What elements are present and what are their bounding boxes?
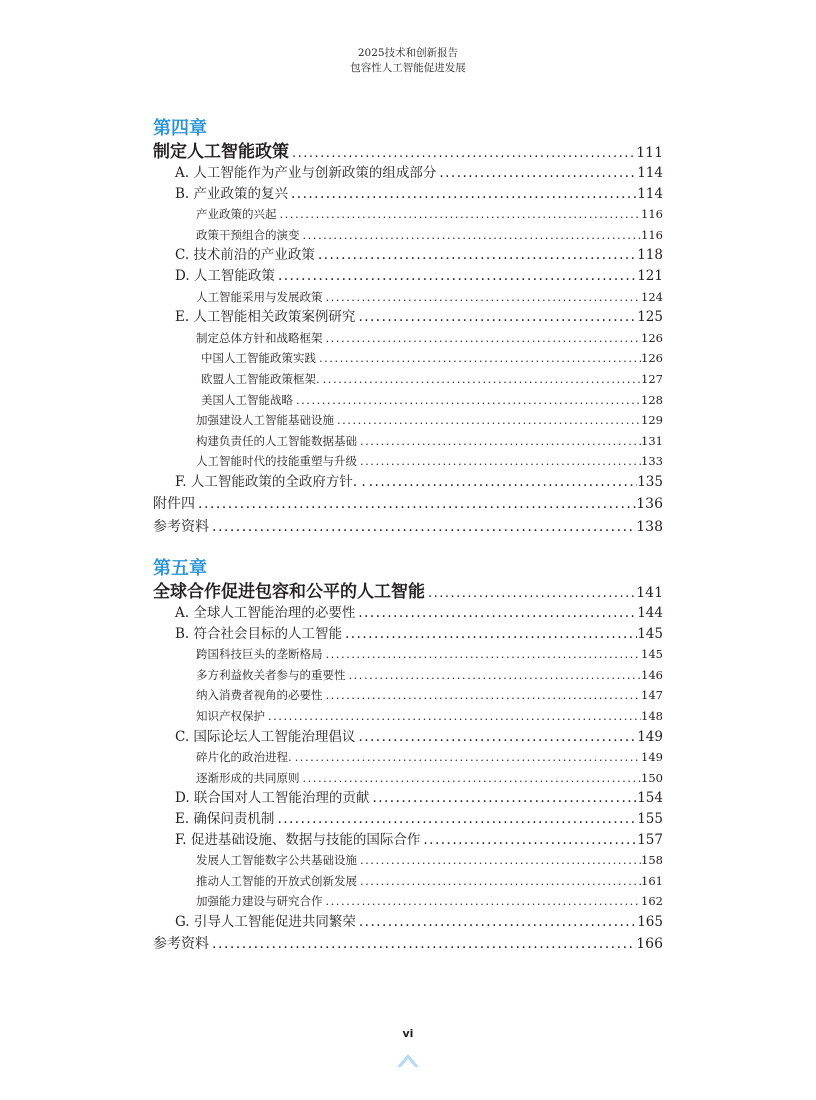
dot-leader	[275, 266, 637, 287]
toc-entry-page: 147	[641, 688, 663, 703]
toc-entry[interactable]	[153, 624, 663, 645]
toc-entry-page: 129	[641, 413, 663, 428]
toc-entry[interactable]	[153, 348, 663, 369]
dot-leader	[436, 163, 637, 184]
toc-entry[interactable]	[153, 390, 663, 411]
toc-entry[interactable]	[153, 788, 663, 809]
dot-leader	[366, 472, 637, 493]
toc-entry[interactable]	[153, 266, 663, 287]
toc-entry[interactable]	[153, 451, 663, 472]
toc-entry-page: 138	[636, 518, 663, 535]
toc-entry-list	[153, 141, 663, 539]
toc-entry-title: F. 促进基础设施、数据与技能的国际合作	[175, 831, 421, 848]
toc-entry[interactable]	[153, 184, 663, 205]
toc-entry-page: 118	[637, 247, 663, 264]
toc-entry-title: 制定人工智能政策	[153, 142, 289, 162]
toc-entry-page: 165	[637, 913, 663, 930]
dot-leader	[369, 788, 637, 809]
toc-entry-title: 欧盟人工智能政策框架.	[201, 371, 320, 386]
dot-leader	[323, 891, 642, 912]
toc-entry[interactable]	[153, 706, 663, 727]
header-report-title: 2025技术和创新报告	[357, 47, 459, 59]
dot-leader	[277, 204, 642, 225]
toc-entry[interactable]	[153, 871, 663, 892]
toc-entry-page: 144	[637, 605, 663, 621]
toc-entry-title: 加强能力建设与研究合作	[196, 894, 323, 909]
toc-entry-page: 155	[637, 810, 663, 827]
toc-entry-page: 125	[637, 309, 663, 326]
toc-entry[interactable]	[153, 603, 663, 624]
toc-entry-page: 158	[641, 853, 663, 868]
toc-entry-title: E. 人工智能相关政策案例研究	[175, 309, 356, 326]
toc-entry-page: 116	[641, 207, 663, 222]
toc-entry-title: A. 人工智能作为产业与创新政策的组成部分	[175, 165, 437, 181]
toc-entry-title: 政策干预组合的演变	[196, 227, 300, 242]
dot-leader	[357, 451, 641, 472]
toc-entry-page: 114	[637, 185, 663, 202]
toc-entry[interactable]	[153, 328, 663, 349]
dot-leader	[356, 912, 637, 933]
toc-entry-title: F. 人工智能政策的全政府方针. .	[175, 473, 366, 490]
toc-entry-title: 发展人工智能数字公共基础设施	[196, 853, 357, 868]
toc-entry[interactable]	[153, 225, 663, 246]
toc-entry-page: 161	[641, 873, 663, 888]
toc-entry[interactable]	[153, 307, 663, 328]
toc-chapter-5	[153, 557, 663, 956]
toc-entry-page: 136	[636, 495, 663, 512]
toc-entry[interactable]	[153, 891, 663, 912]
toc-entry-title: 人工智能采用与发展政策	[196, 289, 323, 304]
toc-entry[interactable]	[153, 747, 663, 768]
toc-entry-page: 133	[641, 454, 663, 469]
toc-entry[interactable]	[153, 912, 663, 933]
toc-entry-title: G. 引导人工智能促进共同繁荣	[175, 913, 356, 930]
toc-entry-title: 加强建设人工智能基础设施	[196, 413, 334, 428]
toc-entry-title: D. 人工智能政策	[175, 267, 275, 284]
toc-entry-title: D. 联合国对人工智能治理的贡献	[175, 790, 370, 807]
dot-leader	[209, 516, 636, 539]
toc-entry-title: C. 技术前沿的产业政策	[175, 247, 315, 264]
toc-entry-page: 126	[641, 330, 663, 345]
dot-leader	[315, 245, 637, 266]
toc-entry-title: B. 符合社会目标的人工智能	[175, 625, 343, 642]
toc-entry-page: 150	[641, 770, 663, 785]
toc-entry-title: 美国人工智能战略	[201, 392, 293, 407]
toc-entry[interactable]	[153, 245, 663, 266]
toc-entry[interactable]	[153, 768, 663, 789]
dot-leader	[320, 369, 641, 390]
toc-entry-title: 参考资料	[153, 518, 209, 535]
toc-entry-page: 131	[641, 433, 663, 448]
dot-leader	[425, 583, 636, 603]
toc-entry[interactable]	[153, 516, 663, 539]
toc-entry[interactable]	[153, 204, 663, 225]
toc-entry-title: 参考资料	[153, 935, 209, 952]
toc-entry-title: C. 国际论坛人工智能治理倡议	[175, 728, 356, 745]
toc-entry-title: 人工智能时代的技能重塑与升级	[196, 454, 357, 469]
dot-leader	[209, 933, 636, 956]
toc-entry-title: 跨国科技巨头的垄断格局	[196, 647, 323, 662]
toc-entry-title: 多方利益攸关者参与的重要性	[196, 667, 346, 682]
running-header	[0, 46, 816, 76]
toc-entry-page: 154	[637, 790, 663, 807]
toc-entry[interactable]	[153, 410, 663, 431]
page-number: vi	[402, 1027, 414, 1040]
toc-entry[interactable]	[153, 809, 663, 830]
dot-leader	[293, 390, 641, 411]
dot-leader	[346, 665, 642, 686]
chapter-label: 第五章	[153, 558, 207, 579]
toc-entry[interactable]	[153, 933, 663, 956]
toc-entry-page: 114	[637, 165, 663, 181]
toc-entry[interactable]	[153, 287, 663, 308]
dot-leader	[316, 348, 641, 369]
toc-entry-page: 146	[641, 667, 663, 682]
toc-chapter-4	[153, 117, 663, 539]
dot-leader	[265, 706, 641, 727]
toc-entry[interactable]	[153, 472, 663, 493]
dot-leader	[323, 328, 642, 349]
toc-entry-title: 纳入消费者视角的必要性	[196, 688, 323, 703]
toc-entry-title: 碎片化的政治进程.	[196, 750, 292, 765]
toc-entry-page: 124	[641, 289, 663, 304]
chevron-up-icon[interactable]	[396, 1048, 420, 1072]
toc-entry-page: 126	[641, 351, 663, 366]
dot-leader	[357, 850, 641, 871]
toc-entry-title: B. 产业政策的复兴	[175, 185, 289, 202]
toc-entry[interactable]	[153, 369, 663, 390]
dot-leader	[300, 768, 642, 789]
toc-entry-title: 全球合作促进包容和公平的人工智能	[153, 582, 425, 602]
toc-entry[interactable]	[153, 141, 663, 163]
toc-entry[interactable]	[153, 163, 663, 184]
toc-entry-page: 111	[636, 145, 663, 161]
toc-entry-page: 141	[636, 585, 663, 601]
dot-leader	[342, 624, 637, 645]
toc-entry-page: 121	[637, 267, 663, 284]
toc-entry[interactable]	[153, 493, 663, 516]
toc-entry-title: 制定总体方针和战略框架	[196, 330, 323, 345]
dot-leader	[323, 685, 642, 706]
toc-entry-page: 135	[637, 473, 663, 490]
toc-entry-title: 产业政策的兴起	[196, 207, 277, 222]
toc-entry-title: E. 确保问责机制	[175, 810, 275, 827]
chevron-up-icon-svg	[396, 1048, 420, 1068]
toc-entry-page: 149	[641, 750, 663, 765]
toc-entry-page: 127	[641, 371, 663, 386]
toc-entry-page: 145	[637, 625, 663, 642]
dot-leader	[355, 307, 637, 328]
dot-leader	[288, 184, 637, 205]
dot-leader	[274, 809, 637, 830]
dot-leader	[195, 493, 636, 516]
dot-leader	[334, 410, 641, 431]
toc-entry-title: 逐渐形成的共同原则	[196, 770, 300, 785]
toc-entry-page: 116	[641, 227, 663, 242]
dot-leader	[357, 431, 641, 452]
header-report-subtitle: 包容性人工智能促进发展	[350, 62, 466, 74]
toc-entry[interactable]	[153, 431, 663, 452]
toc-entry-page: 157	[637, 831, 663, 848]
dot-leader	[355, 727, 637, 748]
dot-leader	[300, 225, 642, 246]
dot-leader	[323, 644, 642, 665]
toc-entry-title: 构建负责任的人工智能数据基础	[196, 433, 357, 448]
toc-entry-list	[153, 581, 663, 956]
toc-entry[interactable]	[153, 581, 663, 603]
dot-leader	[420, 830, 637, 851]
dot-leader	[292, 747, 641, 768]
toc-entry[interactable]	[153, 830, 663, 851]
toc-entry[interactable]	[153, 850, 663, 871]
toc-entry-title: A. 全球人工智能治理的必要性	[175, 605, 356, 621]
dot-leader	[323, 287, 642, 308]
toc-entry-page: 166	[636, 935, 663, 952]
toc-entry-page: 148	[641, 708, 663, 723]
toc-entry[interactable]	[153, 685, 663, 706]
toc-entry-title: 知识产权保护	[196, 708, 265, 723]
toc-entry-page: 145	[641, 647, 663, 662]
toc-entry-page: 162	[641, 894, 663, 909]
toc-entry-page: 149	[637, 728, 663, 745]
dot-leader	[289, 143, 636, 163]
toc-entry-title: 推动人工智能的开放式创新发展	[196, 873, 357, 888]
toc-entry[interactable]	[153, 644, 663, 665]
toc-entry[interactable]	[153, 665, 663, 686]
toc-entry-title: 附件四	[153, 495, 195, 512]
toc-entry-title: 中国人工智能政策实践	[201, 351, 316, 366]
toc-entry-page: 128	[641, 392, 663, 407]
dot-leader	[357, 871, 641, 892]
toc-entry[interactable]	[153, 727, 663, 748]
chapter-label: 第四章	[153, 118, 207, 139]
dot-leader	[355, 603, 637, 624]
